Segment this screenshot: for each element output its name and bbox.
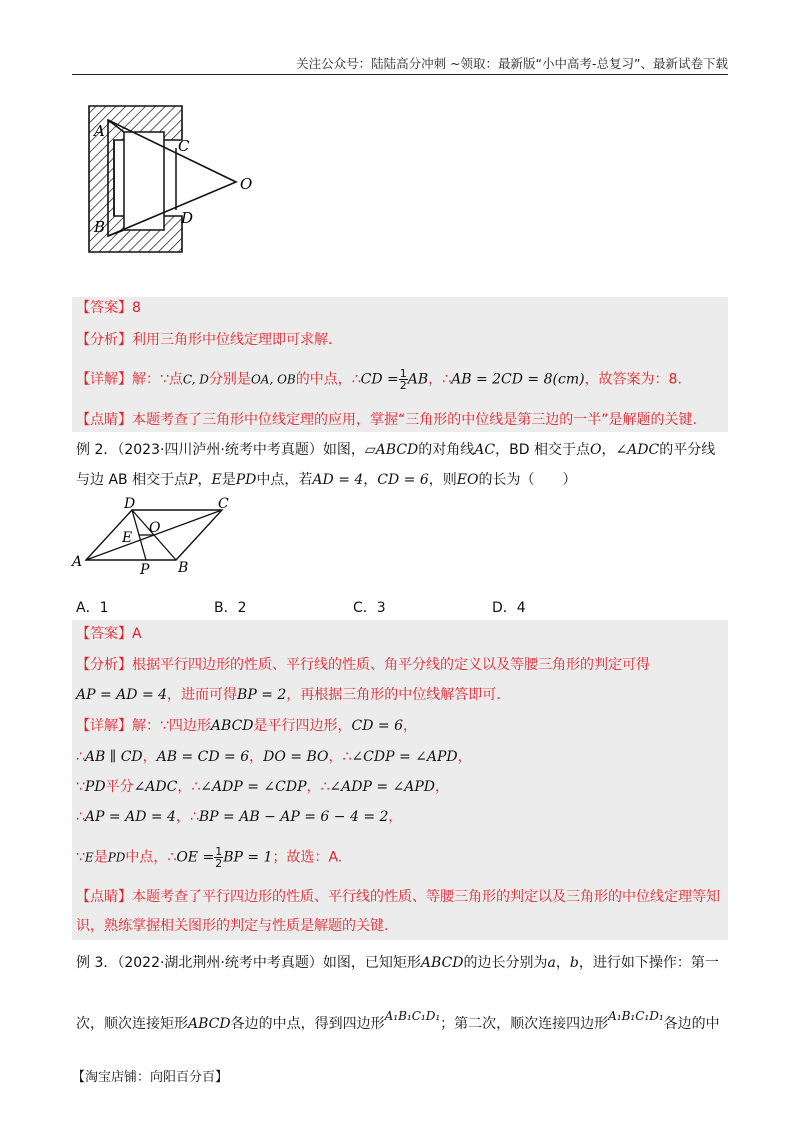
- fig2-label-O: O: [149, 520, 161, 536]
- sol1-analysis: [76, 330, 332, 350]
- sol2-detail-tag: 【详解】: [76, 718, 132, 734]
- sol1-comment-tag: 【点睛】: [76, 412, 132, 428]
- option-b[interactable]: B．2: [214, 600, 247, 616]
- fig1-label-B: B: [94, 218, 106, 236]
- ex2-l2-g: 的长为（ ）: [478, 472, 577, 488]
- sol1-detail-d: ，∴: [428, 371, 452, 388]
- sol2-d4-a: ∴: [76, 809, 85, 825]
- sol1-frac-den: 2: [399, 379, 407, 392]
- sol2-d3-m1: PD: [84, 779, 106, 795]
- ex3-l2-d: 各边的中: [663, 1016, 720, 1032]
- sol2-d5-m1: E: [84, 850, 94, 865]
- sol1-detail-pts2: OA, OB: [250, 372, 296, 387]
- ex2-l1-d: ，: [601, 442, 616, 458]
- sol2-d2-a: ∴: [76, 749, 85, 765]
- sol2-comment-line2: 识，熟练掌握相关图形的判定与性质是解题的关键.: [76, 918, 389, 934]
- ex2-parallelogram-symbol: ▱: [364, 442, 376, 458]
- ex2-l1-c: ，BD 相交于点: [495, 442, 590, 458]
- sol2-a2-m1: AP = AD = 4: [76, 687, 168, 703]
- sol1-detail-a: 解：∵点: [132, 371, 183, 388]
- sol2-d3-d: ，∴: [306, 779, 330, 795]
- sol2-d2-b: ，: [142, 749, 157, 765]
- header-rule: [72, 74, 728, 75]
- figure-2-parallelogram: [70, 496, 240, 580]
- ex2-line1: [76, 440, 715, 460]
- sol2-d5-b: 是: [93, 849, 108, 866]
- ex2-l2-m6: EO: [456, 472, 479, 488]
- fig2-label-B: B: [178, 560, 189, 576]
- ex2-l1-m3: O: [589, 442, 602, 458]
- sol2-d1-b: 是平行四边形，: [253, 718, 352, 734]
- sol2-d3-a: ∵: [76, 779, 85, 795]
- page-header: [0, 52, 800, 76]
- sol2-d5-d: ；故选：A.: [272, 849, 343, 866]
- ex3-l2-a: 次，顺次连接矩形: [76, 1016, 188, 1032]
- sol2-d5-m4: BP = 1: [223, 849, 273, 866]
- ex3-l2-m1: ABCD: [188, 1016, 231, 1032]
- ex3-l2-m3: A₁B₁C₁D₁: [608, 1009, 664, 1023]
- sol2-detail-5: [76, 846, 342, 869]
- ex2-l2-a: 与边 AB 相交于点: [76, 472, 189, 488]
- sol2-d2-m2: AB = CD = 6: [156, 749, 250, 765]
- sol1-comment-text: 本题考查了三角形中位线定理的应用，掌握“三角形的中位线是第三边的一半”是解题的关键.: [132, 412, 697, 428]
- ex3-l2-m2: A₁B₁C₁D₁: [384, 1009, 441, 1023]
- sol2-a2-a: ，进而可得: [167, 687, 238, 703]
- sol2-fraction: [214, 846, 223, 869]
- sol2-d4-m1: AP = AD = 4: [84, 809, 176, 825]
- ex3-l1-a: 例 3．（2022·湖北荆州·统考中考真题）如图，已知矩形: [76, 955, 421, 971]
- sol2-frac-num: 1: [215, 845, 223, 858]
- sol1-detail-pts1: C, D: [182, 372, 209, 387]
- sol2-comment-tag: 【点睛】: [76, 889, 132, 905]
- sol2-comment-1: [76, 887, 720, 907]
- sol1-analysis-tag: 【分析】: [76, 332, 132, 348]
- sol2-d1-a: 解：∵四边形: [132, 718, 211, 734]
- ex2-l1-b: 的对角线: [418, 442, 475, 458]
- sol2-d3-m2: ∠ADC: [133, 779, 178, 795]
- sol2-detail-4: [76, 807, 402, 827]
- sol2-d5-m2: PD: [107, 850, 126, 865]
- sol2-a2-b: ，再根据三角形的中位线解答即可.: [286, 687, 501, 703]
- sol2-d5-c: 中点，∴: [125, 849, 177, 866]
- fig2-label-P: P: [140, 562, 150, 578]
- sol2-d5-m3: OE =: [176, 849, 215, 866]
- fig2-label-E: E: [122, 530, 133, 546]
- sol2-d2-m4: ∠CDP = ∠APD: [351, 749, 458, 765]
- ex3-line2: [76, 1006, 720, 1034]
- sol2-answer-tag: 【答案】: [76, 626, 132, 642]
- sol2-d2-d: ，∴: [328, 749, 352, 765]
- ex2-l2-e: ，: [363, 472, 378, 488]
- figure-1-triangle-in-frame: [84, 98, 264, 258]
- sol2-d1-m2: CD = 6: [351, 718, 404, 734]
- sol1-eq1-right: AB: [407, 371, 429, 388]
- sol2-d3-e: ，: [435, 779, 450, 795]
- sol1-detail-b: 分别是: [208, 371, 251, 388]
- sol1-eq2: AB = 2CD = 8(cm): [451, 371, 585, 388]
- ex3-l2-b: 各边的中点，得到四边形: [230, 1016, 385, 1032]
- sol2-analysis: [76, 655, 650, 675]
- sol2-answer: [76, 624, 142, 644]
- sol1-frac-num: 1: [399, 367, 407, 380]
- sol2-d4-b: ，∴: [175, 809, 199, 825]
- sol1-eq1-left: CD =: [360, 371, 399, 388]
- sol2-d5-a: ∵: [76, 849, 85, 866]
- sol1-analysis-text: 利用三角形中位线定理即可求解.: [132, 332, 333, 348]
- ex2-l2-m1: P: [188, 472, 198, 488]
- sol1-comment: [76, 410, 697, 430]
- sol1-answer-tag: 【答案】: [76, 300, 132, 316]
- footer-shop-text: 【淘宝店铺：向阳百分百】: [72, 1070, 229, 1085]
- sol2-analysis-text: 根据平行四边形的性质、平行线的性质、角平分线的定义以及等腰三角形的判定可得: [132, 657, 650, 673]
- sol2-d4-c: ，: [388, 809, 403, 825]
- ex3-line1: [76, 953, 719, 973]
- ex2-l2-m3: PD: [235, 472, 257, 488]
- ex3-l1-m3: b: [569, 955, 579, 971]
- fig2-label-C: C: [218, 496, 229, 512]
- sol2-d3-c: ，∴: [177, 779, 201, 795]
- fig1-label-A: A: [94, 122, 105, 140]
- ex2-line2: [76, 470, 576, 490]
- sol1-answer-value: 8: [132, 300, 141, 316]
- sol2-d2-m3: DO = BO: [263, 749, 329, 765]
- sol2-d2-e: ，: [457, 749, 472, 765]
- sol2-answer-value: A: [132, 626, 142, 642]
- option-a[interactable]: A．1: [76, 600, 109, 616]
- fig1-label-O: O: [240, 175, 253, 193]
- sol2-detail-1: [76, 716, 417, 736]
- sol1-detail-tag: 【详解】: [76, 371, 132, 388]
- sol2-d3-m4: ∠ADP = ∠APD: [329, 779, 436, 795]
- sol2-d1-m1: ABCD: [210, 718, 254, 734]
- sol2-detail-2: [76, 747, 472, 767]
- fig2-label-D: D: [124, 496, 136, 512]
- sol1-answer: [76, 298, 141, 318]
- ex2-l1-m4: ∠ADC: [615, 442, 660, 458]
- sol2-d4-m2: BP = AB − AP = 6 − 4 = 2: [198, 809, 389, 825]
- sol2-detail-3: [76, 777, 449, 797]
- sol2-d3-m3: ∠ADP = ∠CDP: [200, 779, 307, 795]
- sol2-comment-2: [76, 916, 388, 936]
- ex3-l1-d: ，进行如下操作：第一: [578, 955, 719, 971]
- sol2-a2-m2: BP = 2: [237, 687, 287, 703]
- header-text: 关注公众号：陆陆高分冲刺 ~领取：最新版“小中高考-总复习”、最新试卷下载: [296, 56, 728, 71]
- sol1-fraction: [399, 368, 408, 391]
- sol2-d1-c: ，: [403, 718, 418, 734]
- sol1-detail-c: 的中点，∴: [295, 371, 361, 388]
- ex2-l2-f: ，则: [428, 472, 457, 488]
- sol2-d3-b: 平分: [105, 779, 134, 795]
- ex2-l2-m2: E: [211, 472, 222, 488]
- fig2-label-A: A: [72, 554, 83, 570]
- ex2-l2-m5: CD = 6: [377, 472, 429, 488]
- sol1-detail: [76, 368, 682, 391]
- ex2-l1-m1: ABCD: [375, 442, 419, 458]
- ex2-l2-m4: AD = 4: [312, 472, 364, 488]
- ex2-l1-m2: AC: [474, 442, 496, 458]
- sol2-comment-line1: 本题考查了平行四边形的性质、平行线的性质、等腰三角形的判定以及三角形的中位线定理等知: [132, 889, 720, 905]
- option-c[interactable]: C．3: [353, 600, 386, 616]
- ex3-l1-m1: ABCD: [420, 955, 464, 971]
- ex3-l2-c: ；第二次，顺次连接四边形: [440, 1016, 609, 1032]
- sol2-frac-den: 2: [215, 857, 223, 870]
- ex3-l1-m2: a: [547, 955, 556, 971]
- sol1-detail-e: ，故答案为：8.: [584, 371, 682, 388]
- option-d[interactable]: D．4: [492, 600, 526, 616]
- ex3-l1-b: 的边长分别为: [463, 955, 548, 971]
- sol2-analysis-tag: 【分析】: [76, 657, 132, 673]
- ex2-l2-c: 是: [221, 472, 236, 488]
- ex2-l2-b: ，: [197, 472, 212, 488]
- fig1-label-C: C: [178, 137, 190, 155]
- sol2-analysis-cont: [76, 685, 501, 705]
- ex2-l1-a: 例 2．（2023·四川泸州·统考中考真题）如图，: [76, 442, 365, 458]
- ex2-l2-d: 中点，若: [256, 472, 313, 488]
- sol2-d2-c: ，: [249, 749, 264, 765]
- fig1-label-D: D: [181, 209, 194, 227]
- ex3-l1-c: ，: [555, 955, 570, 971]
- ex2-l1-e: 的平分线: [659, 442, 716, 458]
- sol2-d2-m1: AB ∥ CD: [84, 749, 143, 765]
